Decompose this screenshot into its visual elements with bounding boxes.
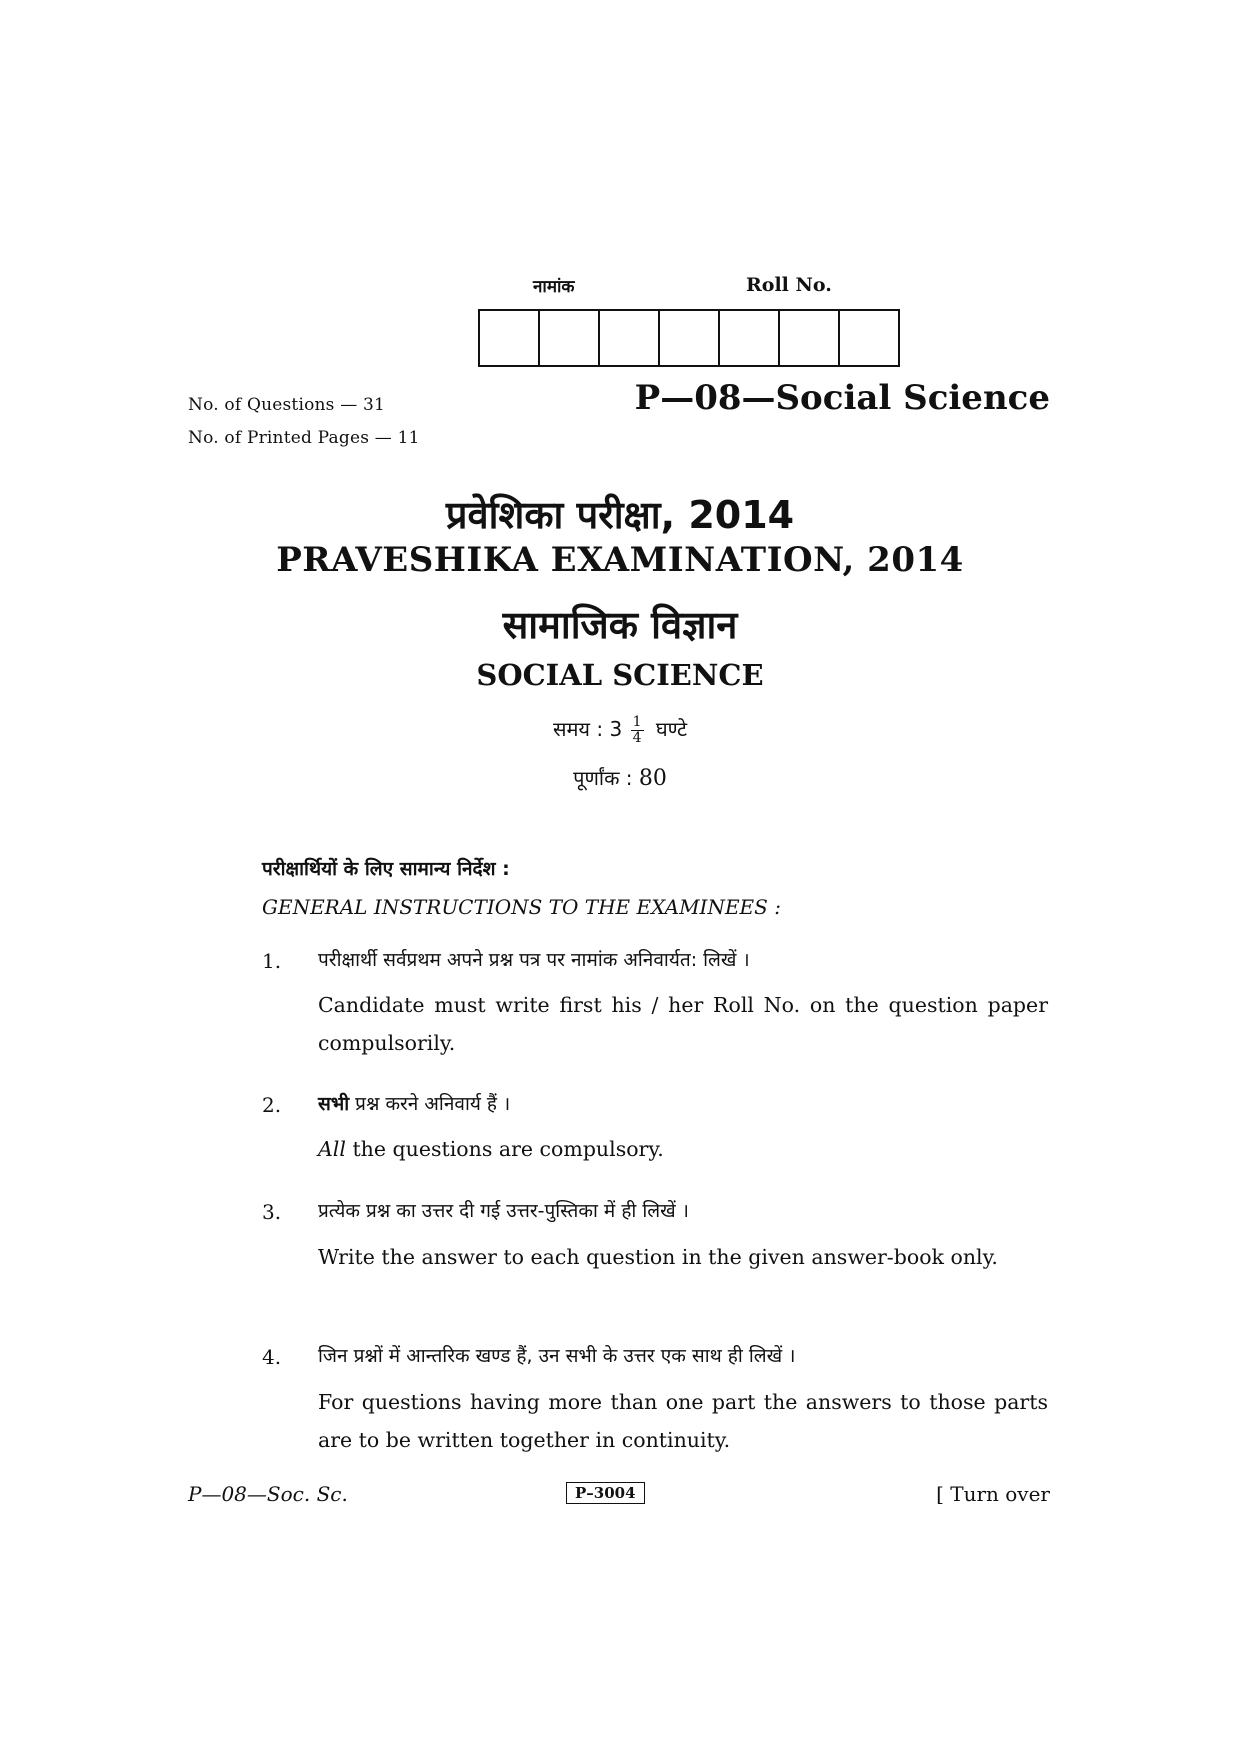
footer-booklet-code: P–3004 — [566, 1482, 645, 1504]
roll-digit-box[interactable] — [780, 309, 840, 367]
instruction-text-english: Write the answer to each question in the given answer-book only. — [318, 1245, 998, 1269]
marks-label: पूर्णांक : — [573, 766, 633, 790]
exam-title-english: PRAVESHIKA EXAMINATION, 2014 — [276, 540, 964, 580]
emphasis-italic: All — [318, 1137, 346, 1161]
subject-title-hindi: सामाजिक विज्ञान — [502, 603, 738, 647]
time-fraction — [631, 715, 644, 746]
instruction-number: 3. — [262, 1200, 282, 1224]
number-of-pages: No. of Printed Pages — 11 — [188, 428, 420, 448]
time-label: समय : 3 — [552, 717, 623, 741]
roll-number-boxes — [478, 309, 900, 367]
instruction-number: 4. — [262, 1345, 282, 1369]
instruction-number: 1. — [262, 949, 282, 973]
instruction-text-hindi: जिन प्रश्नों में आन्तरिक खण्ड हैं, उन सभी के उत्तर एक साथ ही लिखें । — [318, 1345, 796, 1367]
instruction-text-english: Candidate must write first his / her Roll No. on the question paper compulsorily. — [318, 993, 1048, 1055]
fraction-denominator: 4 — [632, 730, 642, 746]
instruction-text-hindi: प्रत्येक प्रश्न का उत्तर दी गई उत्तर-पुस्तिका में ही लिखें । — [318, 1200, 689, 1222]
instruction-text-hindi-rest: प्रश्न करने अनिवार्य हैं । — [349, 1093, 511, 1115]
instruction-text-english — [318, 1130, 1048, 1168]
maximum-marks — [0, 764, 1240, 791]
emphasis-bold: सभी — [318, 1093, 350, 1115]
roll-digit-box[interactable] — [480, 309, 540, 367]
instruction-text-english: For questions having more than one part the answers to those parts are to be written together in continuity. — [318, 1390, 1048, 1452]
roll-digit-box[interactable] — [840, 309, 900, 367]
time-unit: घण्टे — [655, 717, 688, 741]
footer-turn-over: [ Turn over — [936, 1482, 1050, 1506]
roll-digit-box[interactable] — [540, 309, 600, 367]
instruction-text-hindi: परीक्षार्थी सर्वप्रथम अपने प्रश्न पत्र पर नामांक अनिवार्यत: लिखें । — [318, 949, 750, 971]
subject-title-english: SOCIAL SCIENCE — [476, 658, 764, 692]
exam-title-hindi: प्रवेशिका परीक्षा, 2014 — [445, 493, 795, 537]
subject-code: P—08—Social Science — [634, 378, 1050, 418]
roll-digit-box[interactable] — [720, 309, 780, 367]
footer-paper-code: P—08—Soc. Sc. — [188, 1482, 348, 1506]
roll-label-english: Roll No. — [746, 274, 832, 296]
roll-digit-box[interactable] — [660, 309, 720, 367]
number-of-questions: No. of Questions — 31 — [188, 395, 386, 415]
instruction-number: 2. — [262, 1093, 282, 1117]
instruction-text-hindi — [318, 1090, 1048, 1116]
roll-digit-box[interactable] — [600, 309, 660, 367]
time-allowed — [0, 715, 1240, 746]
instruction-text-english-rest: the questions are compulsory. — [345, 1137, 664, 1161]
roll-number-labels — [478, 274, 898, 300]
roll-label-hindi: नामांक — [533, 277, 575, 297]
fraction-numerator: 1 — [632, 714, 642, 730]
marks-value: 80 — [638, 766, 667, 791]
instructions-heading-english: GENERAL INSTRUCTIONS TO THE EXAMINEES : — [262, 895, 781, 919]
instructions-heading-hindi: परीक्षार्थियों के लिए सामान्य निर्देश : — [262, 858, 510, 880]
